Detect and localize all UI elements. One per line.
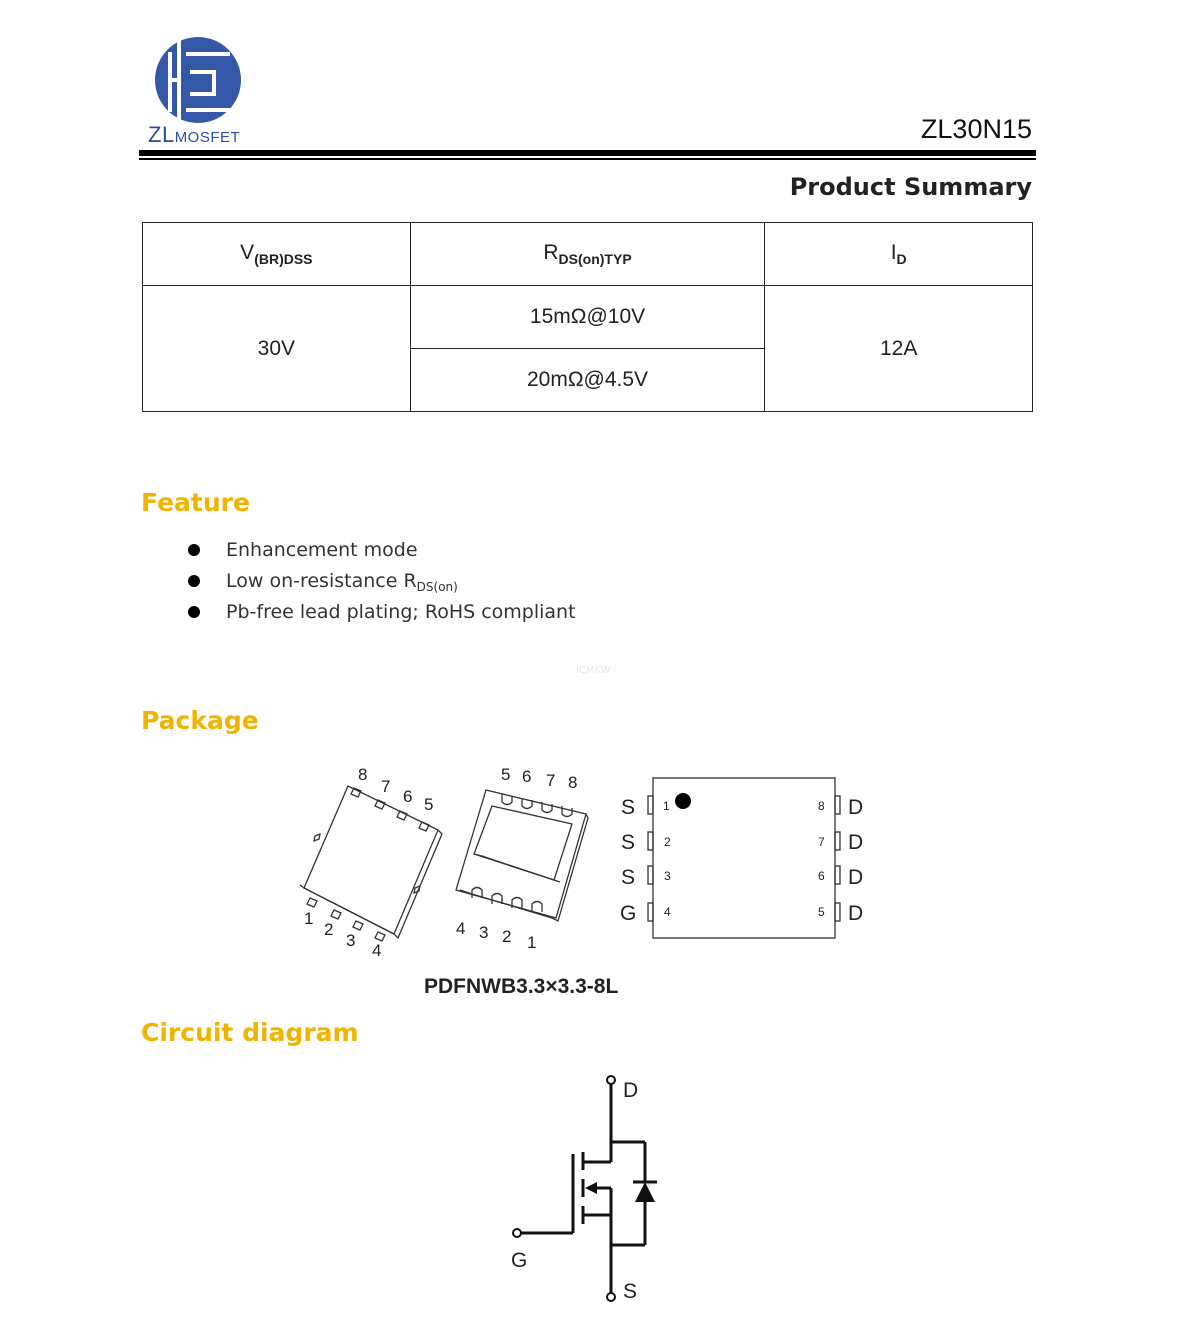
circuit-diagram-title: Circuit diagram <box>141 1018 359 1047</box>
package-drawing <box>296 758 876 962</box>
pin-number: 8 <box>818 799 825 813</box>
pin-number: 5 <box>818 905 825 919</box>
drain-terminal <box>607 1076 615 1084</box>
pin-number-label: 8 <box>568 773 578 792</box>
rds-value-4v5: 20mΩ@4.5V <box>410 349 765 412</box>
pin-name: D <box>848 866 864 889</box>
pin-name: D <box>848 831 864 854</box>
feature-title: Feature <box>141 488 250 517</box>
drain-label: D <box>623 1079 639 1102</box>
top-view-pads <box>307 788 429 941</box>
feature-list <box>186 535 576 628</box>
list-item: Enhancement mode <box>186 535 576 566</box>
pin-number-label: 6 <box>522 767 532 786</box>
pin-number: 6 <box>818 869 825 883</box>
pin-number-label: 8 <box>358 765 368 784</box>
pin-number-label: 2 <box>324 920 334 939</box>
pinout-left-labels <box>620 796 671 925</box>
rds-value-10v: 15mΩ@10V <box>410 286 765 349</box>
package-caption: PDFNWB3.3×3.3-8L <box>424 975 619 998</box>
logo-text-small: MOSFET <box>174 129 241 146</box>
package-bottom-view <box>456 765 588 952</box>
vbr-value: 30V <box>143 286 411 412</box>
pin-number: 7 <box>818 835 825 849</box>
pin-name: S <box>621 796 636 819</box>
pin-number-label: 6 <box>403 787 413 806</box>
source-label: S <box>623 1280 638 1303</box>
gate-terminal <box>513 1229 521 1237</box>
logo-wordmark <box>148 122 240 148</box>
pin-number-label: 1 <box>304 909 314 928</box>
source-terminal <box>607 1293 615 1301</box>
col-header-vbr: $V_{(BR)DSS}$ <box>143 223 411 286</box>
package-pinout <box>620 778 863 938</box>
pin-name: D <box>848 902 864 925</box>
bottom-view-pin-numbers <box>456 765 577 952</box>
pin-number-label: 4 <box>456 919 466 938</box>
mosfet-circuit-diagram <box>505 1070 675 1310</box>
header-rule <box>139 150 1036 156</box>
gate-label: G <box>511 1249 528 1272</box>
col-header-id: $I_D$ <box>765 223 1033 286</box>
bullet-icon <box>188 575 200 587</box>
logo-text-big: ZL <box>148 122 175 147</box>
pin-number-label: 3 <box>479 923 489 942</box>
pin-number-label: 5 <box>424 795 434 814</box>
list-item: Pb-free lead plating; RoHS compliant <box>186 597 576 628</box>
product-summary-title: Product Summary <box>789 173 1032 201</box>
pin-number-label: 2 <box>502 927 512 946</box>
bullet-icon <box>188 606 200 618</box>
pin-number-label: 5 <box>501 765 511 784</box>
part-number: ZL30N15 <box>920 114 1032 144</box>
product-summary-table <box>142 222 1033 412</box>
pin-number: 1 <box>663 799 670 813</box>
pin-name: S <box>621 866 636 889</box>
pin-number-label: 4 <box>372 941 382 960</box>
top-view-pin-numbers <box>304 765 433 960</box>
pin-number: 3 <box>664 869 671 883</box>
package-top-view <box>300 765 442 960</box>
pin-name: G <box>620 902 637 925</box>
bullet-icon <box>188 544 200 556</box>
pin-number: 2 <box>664 835 671 849</box>
pin-number-label: 3 <box>346 931 356 950</box>
pin-name: S <box>621 831 636 854</box>
pin-number-label: 7 <box>381 777 391 796</box>
package-title: Package <box>141 706 259 735</box>
list-item: Low on-resistance $R_{DS(on)}$ <box>186 566 576 597</box>
pin-number: 4 <box>664 905 671 919</box>
watermark: ICMKW <box>576 665 611 676</box>
col-header-rds: $R_{DS(on)TYP}$ <box>410 223 765 286</box>
header-rule-thin <box>139 158 1036 160</box>
channel-arrow-icon <box>585 1182 597 1194</box>
pin-number-label: 7 <box>546 771 556 790</box>
id-value: 12A <box>765 286 1033 412</box>
pin-name: D <box>848 796 864 819</box>
pin-number-label: 1 <box>527 933 537 952</box>
diode-icon <box>635 1182 655 1202</box>
pin1-marker <box>675 793 691 809</box>
